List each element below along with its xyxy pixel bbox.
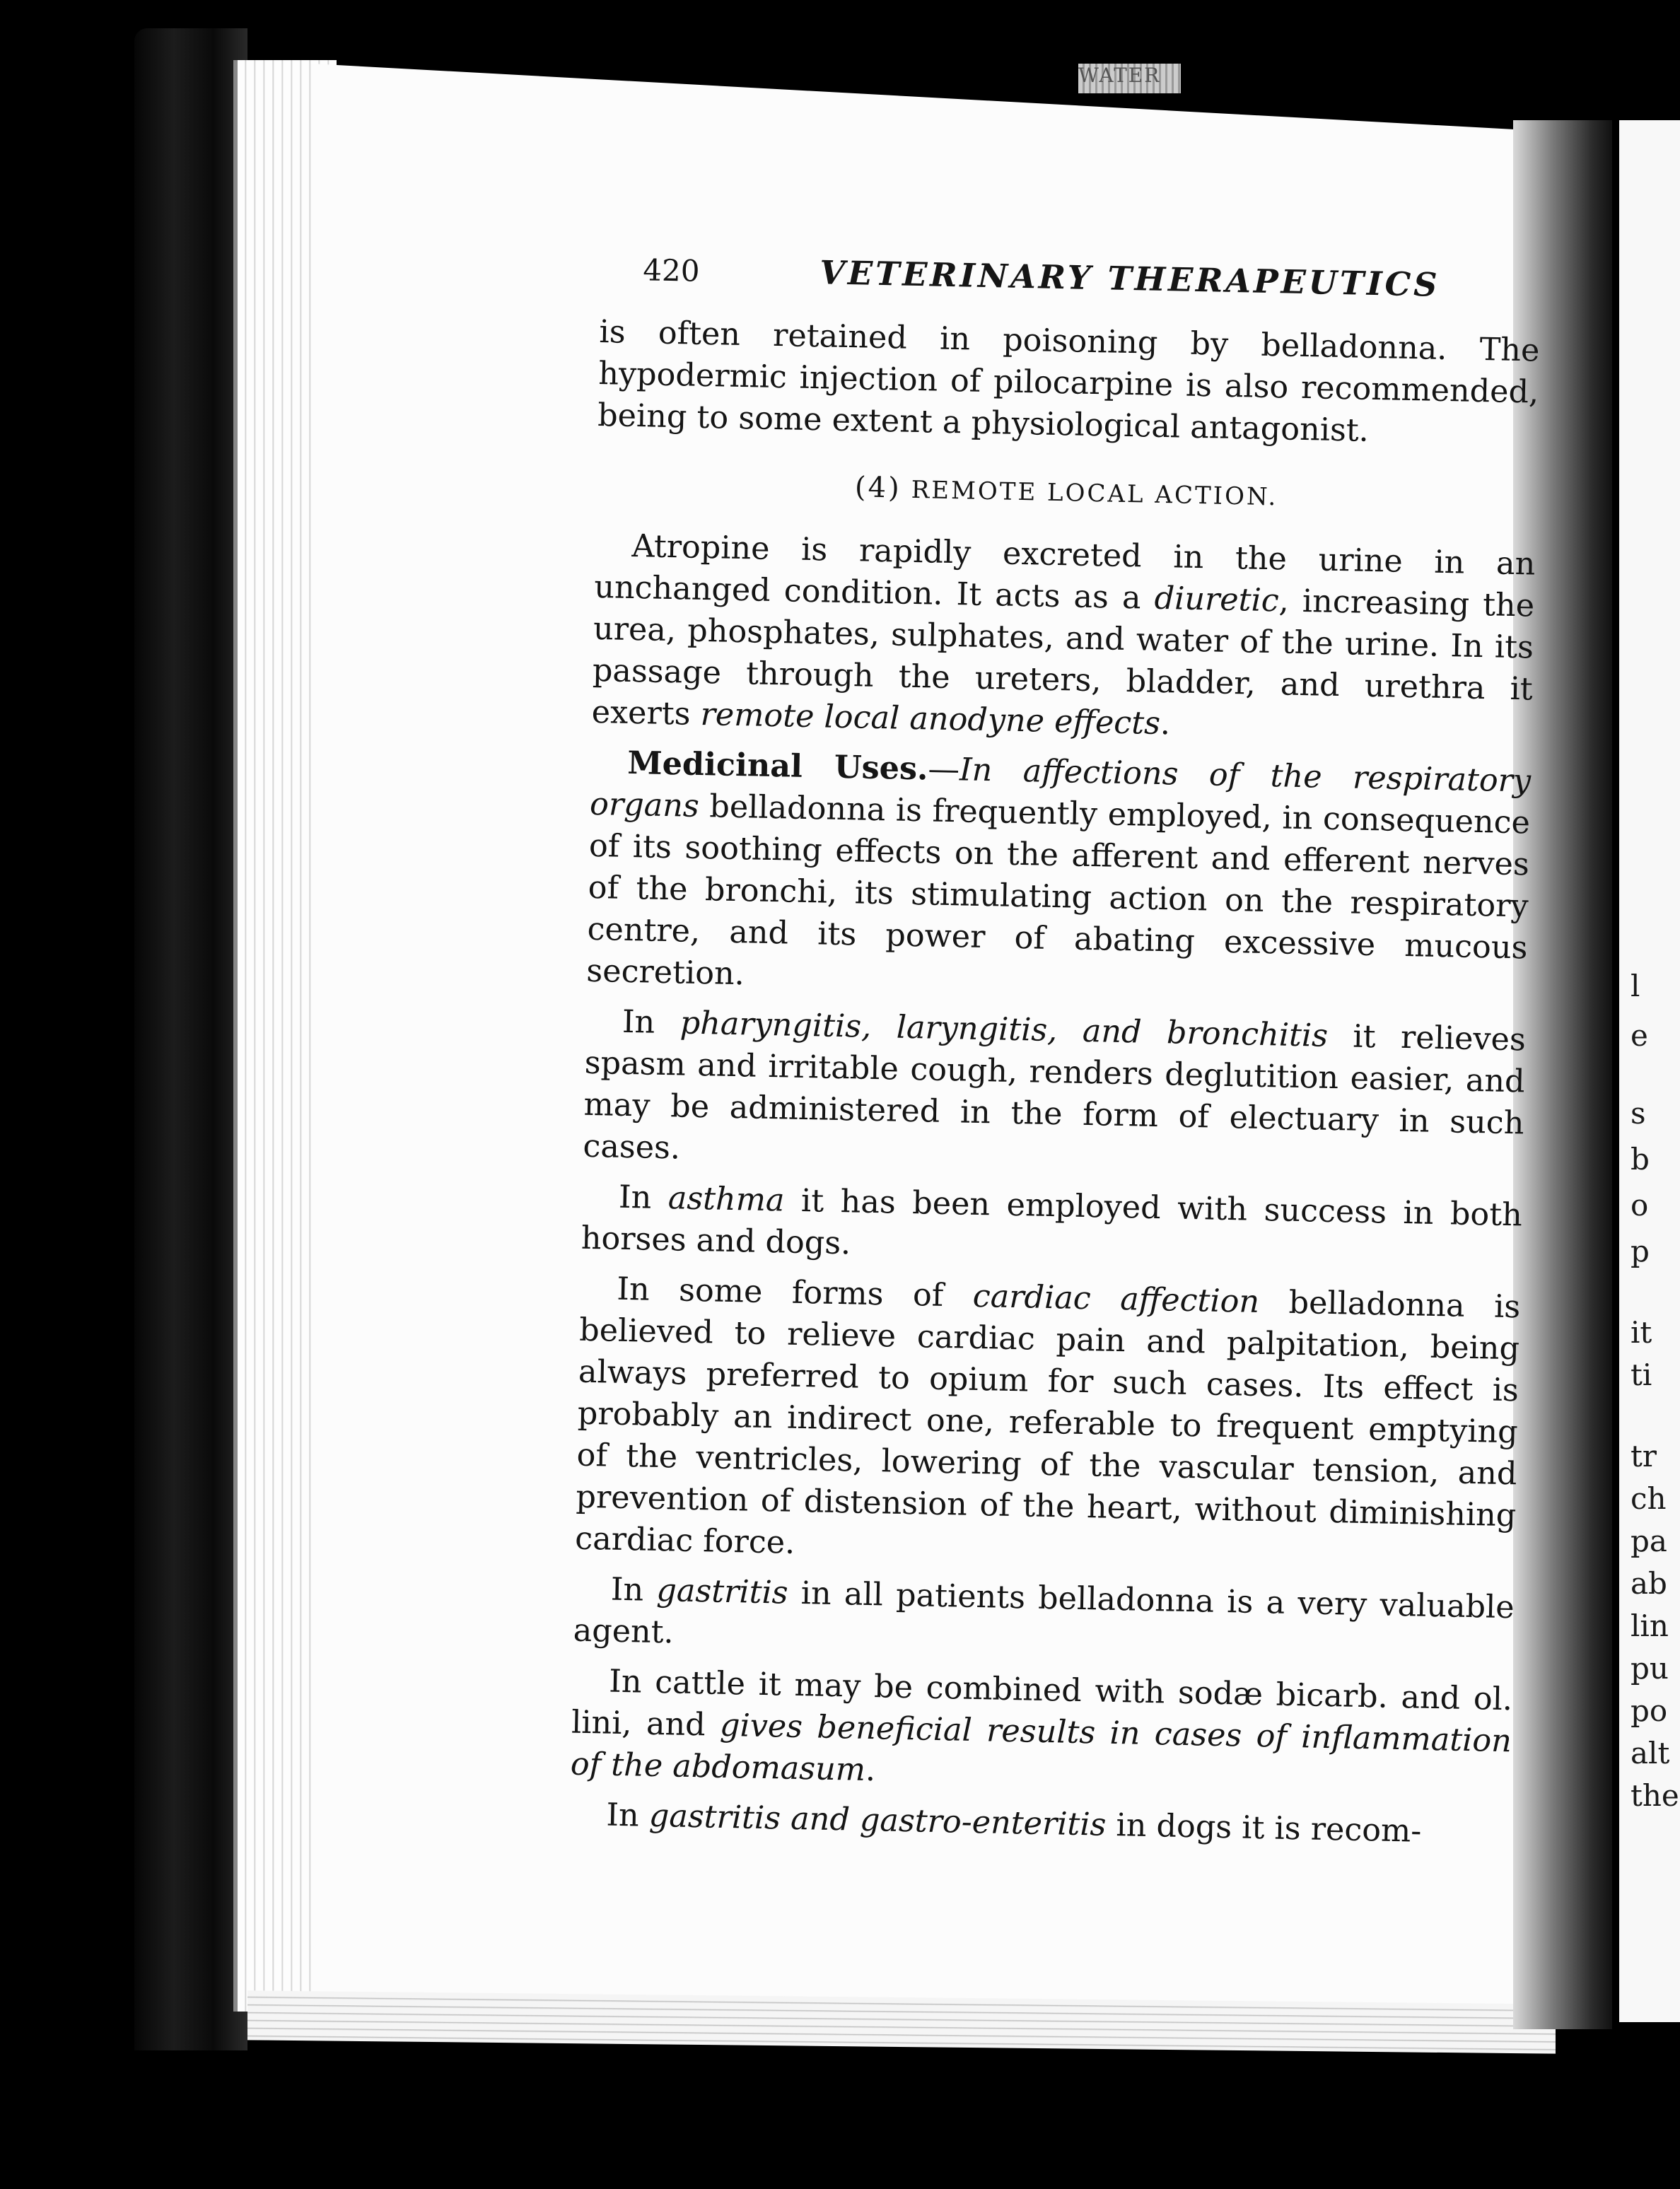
facing-fragment: lin — [1631, 1609, 1669, 1643]
paragraph — [586, 742, 1532, 1011]
paragraph: is often retained in poisoning by belladonna. The hypodermic injection of pilocarpine is also recommended, being to some extent a physiological antagonist. — [597, 313, 1540, 449]
section-title: REMOTE LOCAL ACTION. — [911, 475, 1278, 512]
facing-fragment: p — [1631, 1234, 1650, 1268]
facing-fragment: ch — [1631, 1481, 1667, 1516]
text-run: In some forms of — [616, 1271, 974, 1314]
book-spine — [134, 28, 247, 2050]
facing-fragment: alt — [1631, 1736, 1670, 1770]
paragraph — [581, 1176, 1522, 1278]
bold-heading: Medicinal Uses. — [626, 744, 929, 788]
italic-run: In affections of the respiratory organs — [589, 752, 1532, 824]
facing-fragment: po — [1631, 1693, 1668, 1728]
text-run: it has been employed with success in both horses and dogs. — [581, 1182, 1523, 1262]
italic-run: cardiac affection — [972, 1278, 1260, 1320]
running-title: VETERINARY THERAPEUTICS — [819, 253, 1440, 304]
paragraph — [573, 1568, 1515, 1671]
italic-run: pharyngitis, laryngitis, and bronchitis — [679, 1005, 1329, 1054]
text-run: belladonna is believed to relieve cardiac pain and palpitation, being always preferred to opium for such cases. Its effect is probably an indirect one, referable to frequent emptying of the ventricles, lowering of the vascular tension, and prevention of distension of the heart, without diminishing cardiac force. — [574, 1283, 1521, 1561]
facing-fragment: pu — [1631, 1651, 1669, 1686]
facing-fragment: the — [1631, 1778, 1679, 1813]
facing-fragment: s — [1631, 1096, 1646, 1131]
facing-fragment: ab — [1631, 1566, 1667, 1601]
italic-run: diuretic — [1154, 580, 1280, 619]
italic-run: remote local anodyne effects — [700, 696, 1161, 742]
section-heading — [596, 462, 1537, 524]
paragraph — [583, 1000, 1526, 1186]
facing-fragment: e — [1631, 1018, 1648, 1053]
text-run: In — [618, 1179, 669, 1217]
facing-fragment: l — [1631, 969, 1640, 1003]
section-number: (4) — [854, 471, 902, 505]
page-text-block — [569, 247, 1541, 1862]
text-run: , increasing the urea, phosphates, sulphates, and water of the urine. In its passage through the ureters, bladder, and urethra it exerts — [591, 583, 1535, 732]
italic-run: gastritis — [655, 1572, 789, 1611]
text-run: In — [605, 1797, 650, 1834]
paragraph — [570, 1660, 1512, 1804]
top-label-tab: WATER — [1078, 64, 1181, 93]
text-run: . — [865, 1751, 876, 1789]
text-run: — — [928, 751, 960, 788]
facing-fragment: pa — [1631, 1524, 1667, 1558]
text-run: it relieves spasm and irritable cough, renders deglutition easier, and may be administered in the form of electuary in such cases. — [582, 1017, 1527, 1167]
text-run: belladonna is frequently employed, in consequence of its soothing effects on the afferent and efferent nerves of the bronchi, its stimulating action on the respiratory centre, and its power of abating excessive mucous secretion. — [585, 788, 1531, 993]
facing-fragment: tr — [1631, 1439, 1657, 1473]
text-run: in dogs it is recom- — [1105, 1806, 1422, 1850]
text-run: in all patients belladonna is a very valuable agent. — [573, 1575, 1515, 1651]
facing-page — [1619, 120, 1680, 2022]
paragraph — [569, 1794, 1510, 1855]
facing-fragment: it — [1631, 1315, 1652, 1350]
text-run: . — [1160, 706, 1171, 742]
text-run: In — [622, 1003, 681, 1041]
text-run: Atropine is rapidly excreted in the urine in an unchanged condition. It acts as a — [593, 527, 1536, 617]
facing-fragment: o — [1631, 1188, 1649, 1222]
text-run: In — [610, 1571, 657, 1609]
italic-run: gastritis and gastro-enteritis — [648, 1797, 1107, 1843]
facing-fragment: ti — [1631, 1358, 1652, 1392]
paragraph — [575, 1268, 1521, 1579]
italic-run: gives beneficial results in cases of inflammation of the abdomasum — [570, 1707, 1512, 1788]
page-number: 420 — [642, 252, 701, 288]
facing-fragment: b — [1631, 1142, 1650, 1177]
text-run: In cattle it may be combined with sodæ bicarb. and ol. lini, and — [571, 1663, 1513, 1744]
italic-run: asthma — [667, 1180, 785, 1219]
paragraph — [591, 525, 1536, 752]
